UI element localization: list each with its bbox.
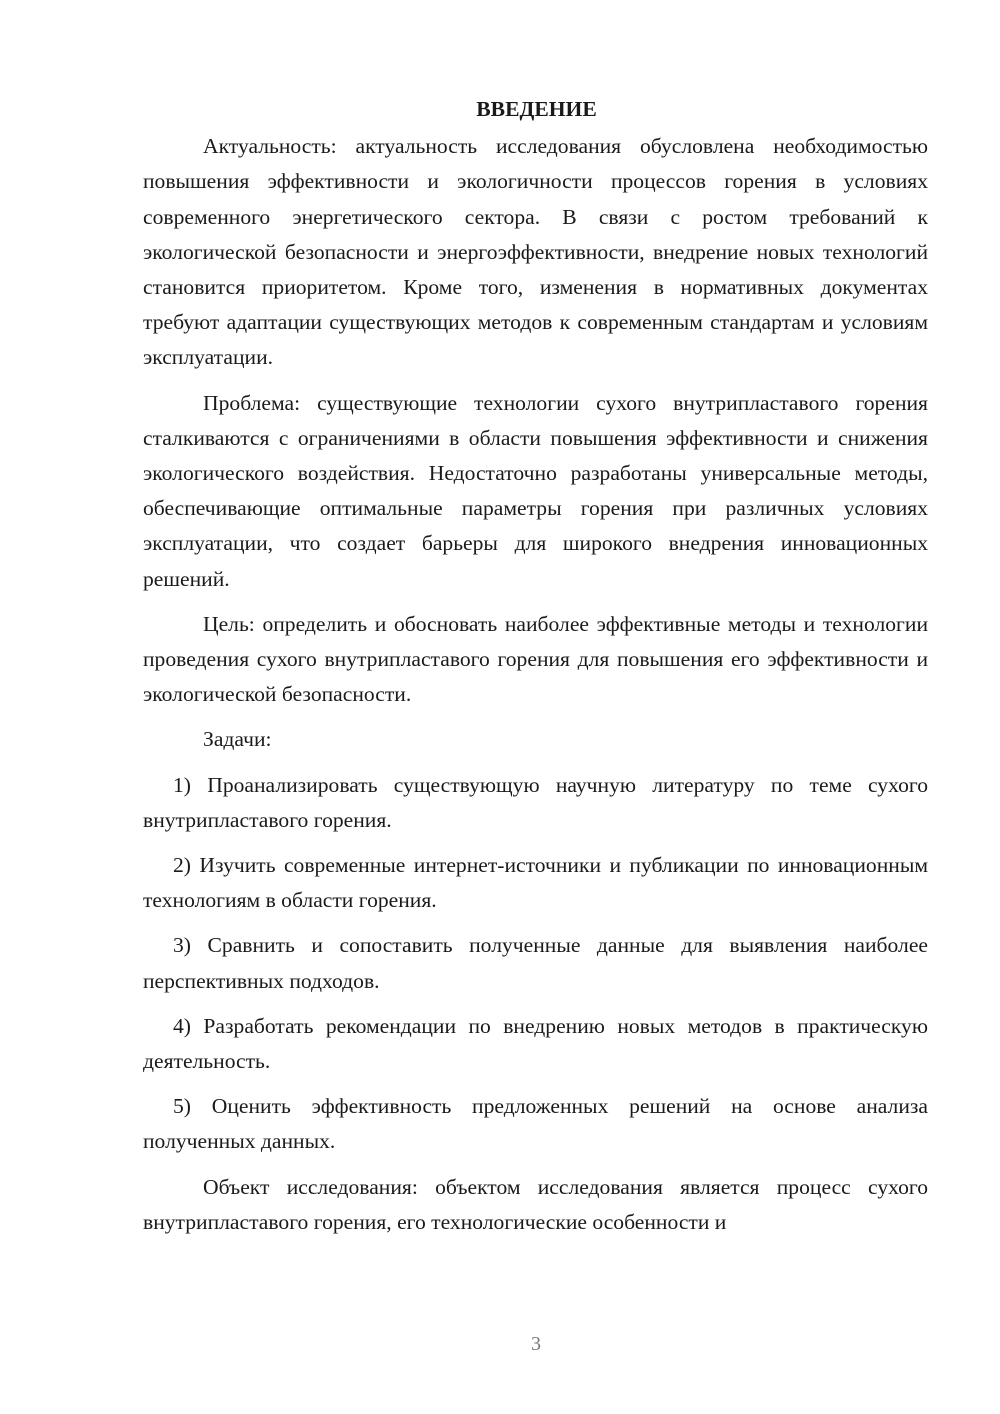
problem-paragraph: Проблема: существующие технологии сухого внутрипластавого горения сталкиваются с ограничениями в области повышения эффективности и снижения экологического воздействия. Недостаточно разработаны универсальные методы, обеспечивающие оптимальные параметры горения при различных условиях эксплуатации, что создает барьеры для широкого внедрения инновационных решений.: [143, 390, 928, 591]
goal-paragraph: Цель: определить и обосновать наиболее эффективные методы и технологии проведения сухого внутрипластавого горения для повышения его эффективности и экологической безопасности.: [143, 611, 928, 707]
task-item: 5) Оценить эффективность предложенных решений на основе анализа полученных данных.: [143, 1094, 928, 1154]
task-item: 1) Проанализировать существующую научную литературу по теме сухого внутрипластавого горения.: [143, 772, 928, 832]
object-paragraph: Объект исследования: объектом исследования является процесс сухого внутрипластавого горения, его технологические особенности и: [143, 1174, 928, 1234]
task-item: 4) Разработать рекомендации по внедрению новых методов в практическую деятельность.: [143, 1013, 928, 1074]
section-title: ВВЕДЕНИЕ: [476, 97, 597, 121]
tasks-heading: Задачи:: [203, 727, 272, 752]
relevance-paragraph: Актуальность: актуальность исследования обусловлена необходимостью повышения эффективности и экологичности процессов горения в условиях современного энергетического сектора. В связи с ростом требований к экологической безопасности и энергоэффективности, внедрение новых технологий становится приоритетом. Кроме того, изменения в нормативных документах требуют адаптации существующих методов к современным стандартам и условиям эксплуатации.: [143, 134, 928, 370]
document-body: [143, 92, 928, 1240]
task-item: 3) Сравнить и сопоставить полученные данные для выявления наиболее перспективных подходов.: [143, 933, 928, 993]
task-item: 2) Изучить современные интернет-источники и публикации по инновационным технологиям в области горения.: [143, 853, 928, 913]
page-number: 3: [531, 1333, 541, 1355]
